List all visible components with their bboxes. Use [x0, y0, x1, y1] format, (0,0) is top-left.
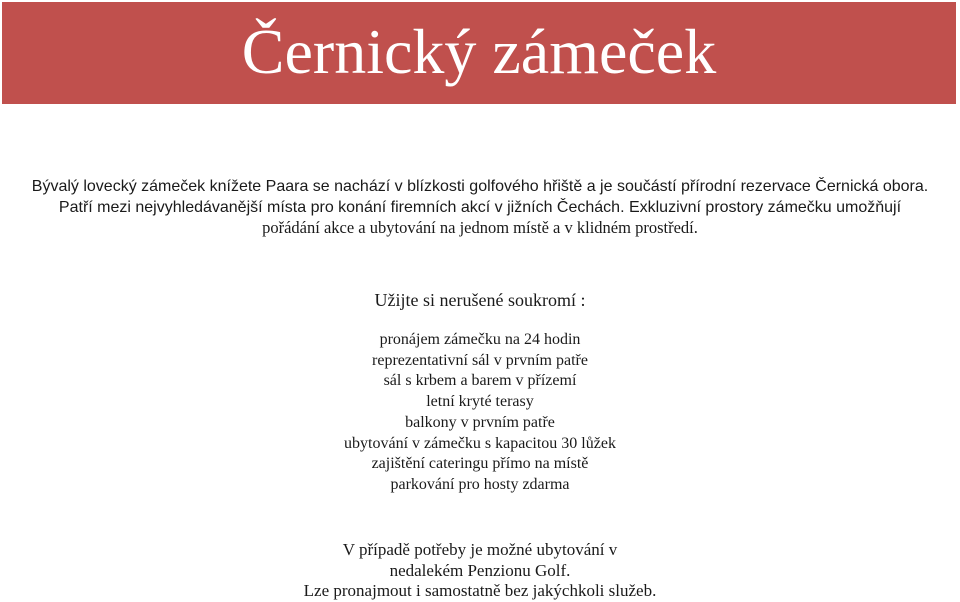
- feature-item: zajištění cateringu přímo na místě: [371, 455, 589, 473]
- feature-item: pronájem zámečku na 24 hodin: [379, 331, 581, 348]
- title-banner: [2, 2, 956, 104]
- footer-line: Lze pronajmout i samostatně bez jakýchkoli služeb.: [303, 581, 657, 600]
- feature-item: ubytování v zámečku s kapacitou 30 lůžek: [344, 434, 616, 452]
- feature-item: parkování pro hosty zdarma: [390, 475, 570, 493]
- feature-item: letní kryté terasy: [426, 393, 534, 411]
- features-heading: Užijte si nerušené soukromí :: [374, 290, 586, 310]
- footer-line: nedalekém Penzionu Golf.: [389, 560, 571, 580]
- intro-line: Bývalý lovecký zámeček knížete Paara se nachází v blízkosti golfového hřiště a je součástí přírodní rezervace Černická obora.: [31, 178, 929, 195]
- intro-paragraph: [0, 177, 960, 239]
- features-list: [0, 330, 960, 496]
- feature-item: reprezentativní sál v prvním patře: [372, 351, 588, 369]
- intro-line: pořádání akce a ubytování na jednom místě a v klidném prostředí.: [262, 218, 698, 237]
- footer-note: [0, 540, 960, 602]
- feature-item: balkony v prvním patře: [405, 413, 555, 431]
- intro-line: Patří mezi nejvyhledávanější místa pro konání firemních akcí v jižních Čechách. Exkluzivní prostory zámečku umožňují: [58, 198, 902, 216]
- feature-item: sál s krbem a barem v přízemí: [383, 372, 577, 390]
- footer-line: V případě potřeby je možné ubytování v: [342, 540, 618, 559]
- page-title: Černický zámeček: [241, 16, 717, 87]
